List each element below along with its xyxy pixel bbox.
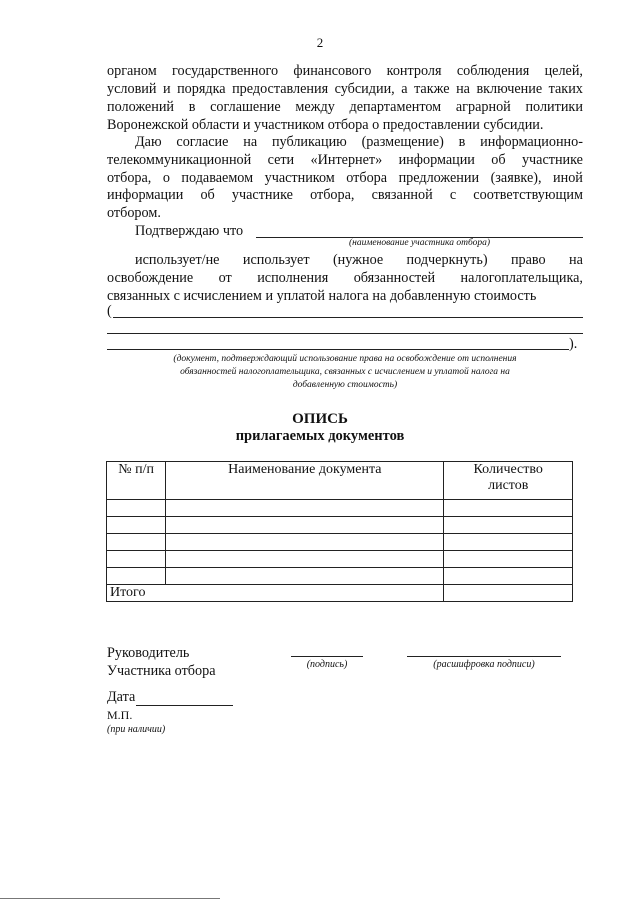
word: информационно-: [480, 134, 583, 150]
word: публикацию: [271, 134, 347, 150]
open-paren: (: [107, 303, 112, 319]
caption-line: обязанностей налогоплательщика, связанных с исчислением и уплатой налога на: [180, 367, 510, 377]
word: информации: [107, 187, 184, 203]
exemption-document-field-2[interactable]: [107, 333, 583, 334]
word: включение: [476, 81, 543, 97]
table-row: [107, 534, 573, 551]
page-number: 2: [316, 35, 324, 50]
text-line: [107, 81, 583, 98]
word: на: [243, 134, 258, 150]
word: порядка: [177, 81, 226, 97]
col-qty-line2: листов: [488, 478, 529, 493]
word: целей,: [544, 63, 583, 79]
word: сети: [267, 152, 295, 168]
text-line: [135, 134, 583, 151]
word: участником: [264, 170, 335, 186]
stamp-note: (при наличии): [107, 724, 166, 735]
word: положений: [107, 99, 175, 115]
close-paren: ).: [569, 336, 578, 352]
total-label: Итого: [107, 585, 444, 602]
word: «Интернет»: [310, 152, 383, 168]
word: использует: [242, 252, 310, 268]
signer-role-line2: Участника отбора: [107, 663, 216, 679]
table-cell[interactable]: [107, 534, 166, 551]
word: с: [449, 187, 457, 203]
signature-decode-field[interactable]: [407, 656, 561, 657]
word: финансового: [293, 63, 372, 79]
word: таких: [548, 81, 583, 97]
table-cell[interactable]: [107, 551, 166, 568]
text-line: [107, 170, 583, 187]
text-line: связанных с исчислением и уплатой налога на добавленную стоимость: [107, 288, 537, 304]
word: отбора,: [310, 187, 355, 203]
word: и: [162, 81, 171, 97]
text-line: Воронежской области и участником отбора о предоставлении субсидии.: [107, 117, 544, 133]
word: об: [200, 187, 215, 203]
exemption-document-field-3[interactable]: [107, 349, 569, 350]
documents-table: [106, 461, 573, 602]
word: в: [458, 134, 466, 150]
table-cell[interactable]: [444, 551, 573, 568]
caption-line: добавленную стоимость): [292, 380, 398, 390]
date-field[interactable]: [136, 705, 233, 706]
text-line: [135, 252, 583, 269]
word: политики: [525, 99, 583, 115]
word: связанной: [371, 187, 433, 203]
word: условий: [107, 81, 157, 97]
word: участнике: [521, 152, 583, 168]
inventory-title: ОПИСЬ: [292, 411, 348, 427]
text-line: [107, 270, 583, 287]
word: иной: [553, 170, 583, 186]
table-cell[interactable]: [444, 500, 573, 517]
word: Даю: [135, 134, 162, 150]
col-qty-header: [444, 462, 573, 500]
word: соглашение: [210, 99, 281, 115]
col-qty-line1: Количество: [473, 462, 543, 477]
word: от: [218, 270, 232, 286]
text-line: отбором.: [107, 205, 161, 221]
word: на: [456, 81, 470, 97]
table-cell[interactable]: [444, 568, 573, 585]
stamp-label: М.П.: [107, 708, 133, 722]
word: также: [414, 81, 450, 97]
word: отбора,: [107, 170, 152, 186]
word: (заявке),: [490, 170, 542, 186]
table-row: [107, 517, 573, 534]
table-cell[interactable]: [444, 534, 573, 551]
col-num-header: № п/п: [107, 462, 166, 500]
word: об: [491, 152, 506, 168]
table-cell[interactable]: [107, 500, 166, 517]
table-row: [107, 568, 573, 585]
table-cell[interactable]: [107, 568, 166, 585]
word: (размещение): [361, 134, 444, 150]
word: субсидии,: [334, 81, 395, 97]
word: соответствующим: [473, 187, 583, 203]
word: телекоммуникационной: [107, 152, 252, 168]
word: обязанностей: [353, 270, 436, 286]
word: информации: [398, 152, 475, 168]
table-header: [107, 462, 573, 500]
table-cell[interactable]: [166, 534, 444, 551]
table-cell[interactable]: [107, 517, 166, 534]
table-cell[interactable]: [166, 551, 444, 568]
confirm-label: Подтверждаю что: [135, 223, 244, 239]
word: в: [188, 99, 196, 115]
signature-caption: (подпись): [306, 659, 348, 670]
word: право: [510, 252, 546, 268]
word: освобождение: [107, 270, 194, 286]
total-row: [107, 585, 573, 602]
table-cell[interactable]: [166, 500, 444, 517]
participant-caption: (наименование участника отбора): [348, 238, 491, 248]
word: участнике: [231, 187, 293, 203]
word: между: [295, 99, 335, 115]
exemption-document-field-1[interactable]: [113, 317, 583, 318]
word: использует/не: [135, 252, 220, 268]
signature-field[interactable]: [291, 656, 363, 657]
word: государственного: [172, 63, 279, 79]
table-cell[interactable]: [166, 568, 444, 585]
word: отбора: [346, 170, 388, 186]
word: подаваемом: [181, 170, 254, 186]
word: (нужное: [332, 252, 384, 268]
table-row: [107, 500, 573, 517]
table-row: [107, 551, 573, 568]
word: на: [569, 252, 583, 268]
col-name-header: Наименование документа: [166, 462, 444, 500]
text-line: [107, 99, 583, 116]
word: органом: [107, 63, 157, 79]
word: предоставления: [232, 81, 329, 97]
word: налогоплательщика,: [460, 270, 583, 286]
signature-decode-caption: (расшифровка подписи): [433, 659, 535, 670]
total-cell[interactable]: [444, 585, 573, 602]
date-label: Дата: [107, 689, 136, 705]
table-cell[interactable]: [166, 517, 444, 534]
word: исполнения: [257, 270, 329, 286]
exemption-document-caption: [107, 353, 583, 392]
signer-role-line1: Руководитель: [107, 645, 190, 661]
word: подчеркнуть): [406, 252, 488, 268]
table-cell[interactable]: [444, 517, 573, 534]
text-line: [107, 63, 583, 80]
word: согласие: [176, 134, 229, 150]
text-line: [107, 187, 583, 204]
caption-line: (документ, подтверждающий использование права на освобождение от исполнения: [173, 354, 517, 364]
word: а: [401, 81, 408, 97]
word: департаментом: [349, 99, 442, 115]
word: предложении: [398, 170, 480, 186]
word: контроля: [386, 63, 442, 79]
inventory-subtitle: прилагаемых документов: [235, 428, 405, 444]
footer-rule: [0, 898, 220, 899]
text-line: [107, 152, 583, 169]
word: аграрной: [455, 99, 511, 115]
word: о: [162, 170, 170, 186]
word: соблюдения: [456, 63, 530, 79]
